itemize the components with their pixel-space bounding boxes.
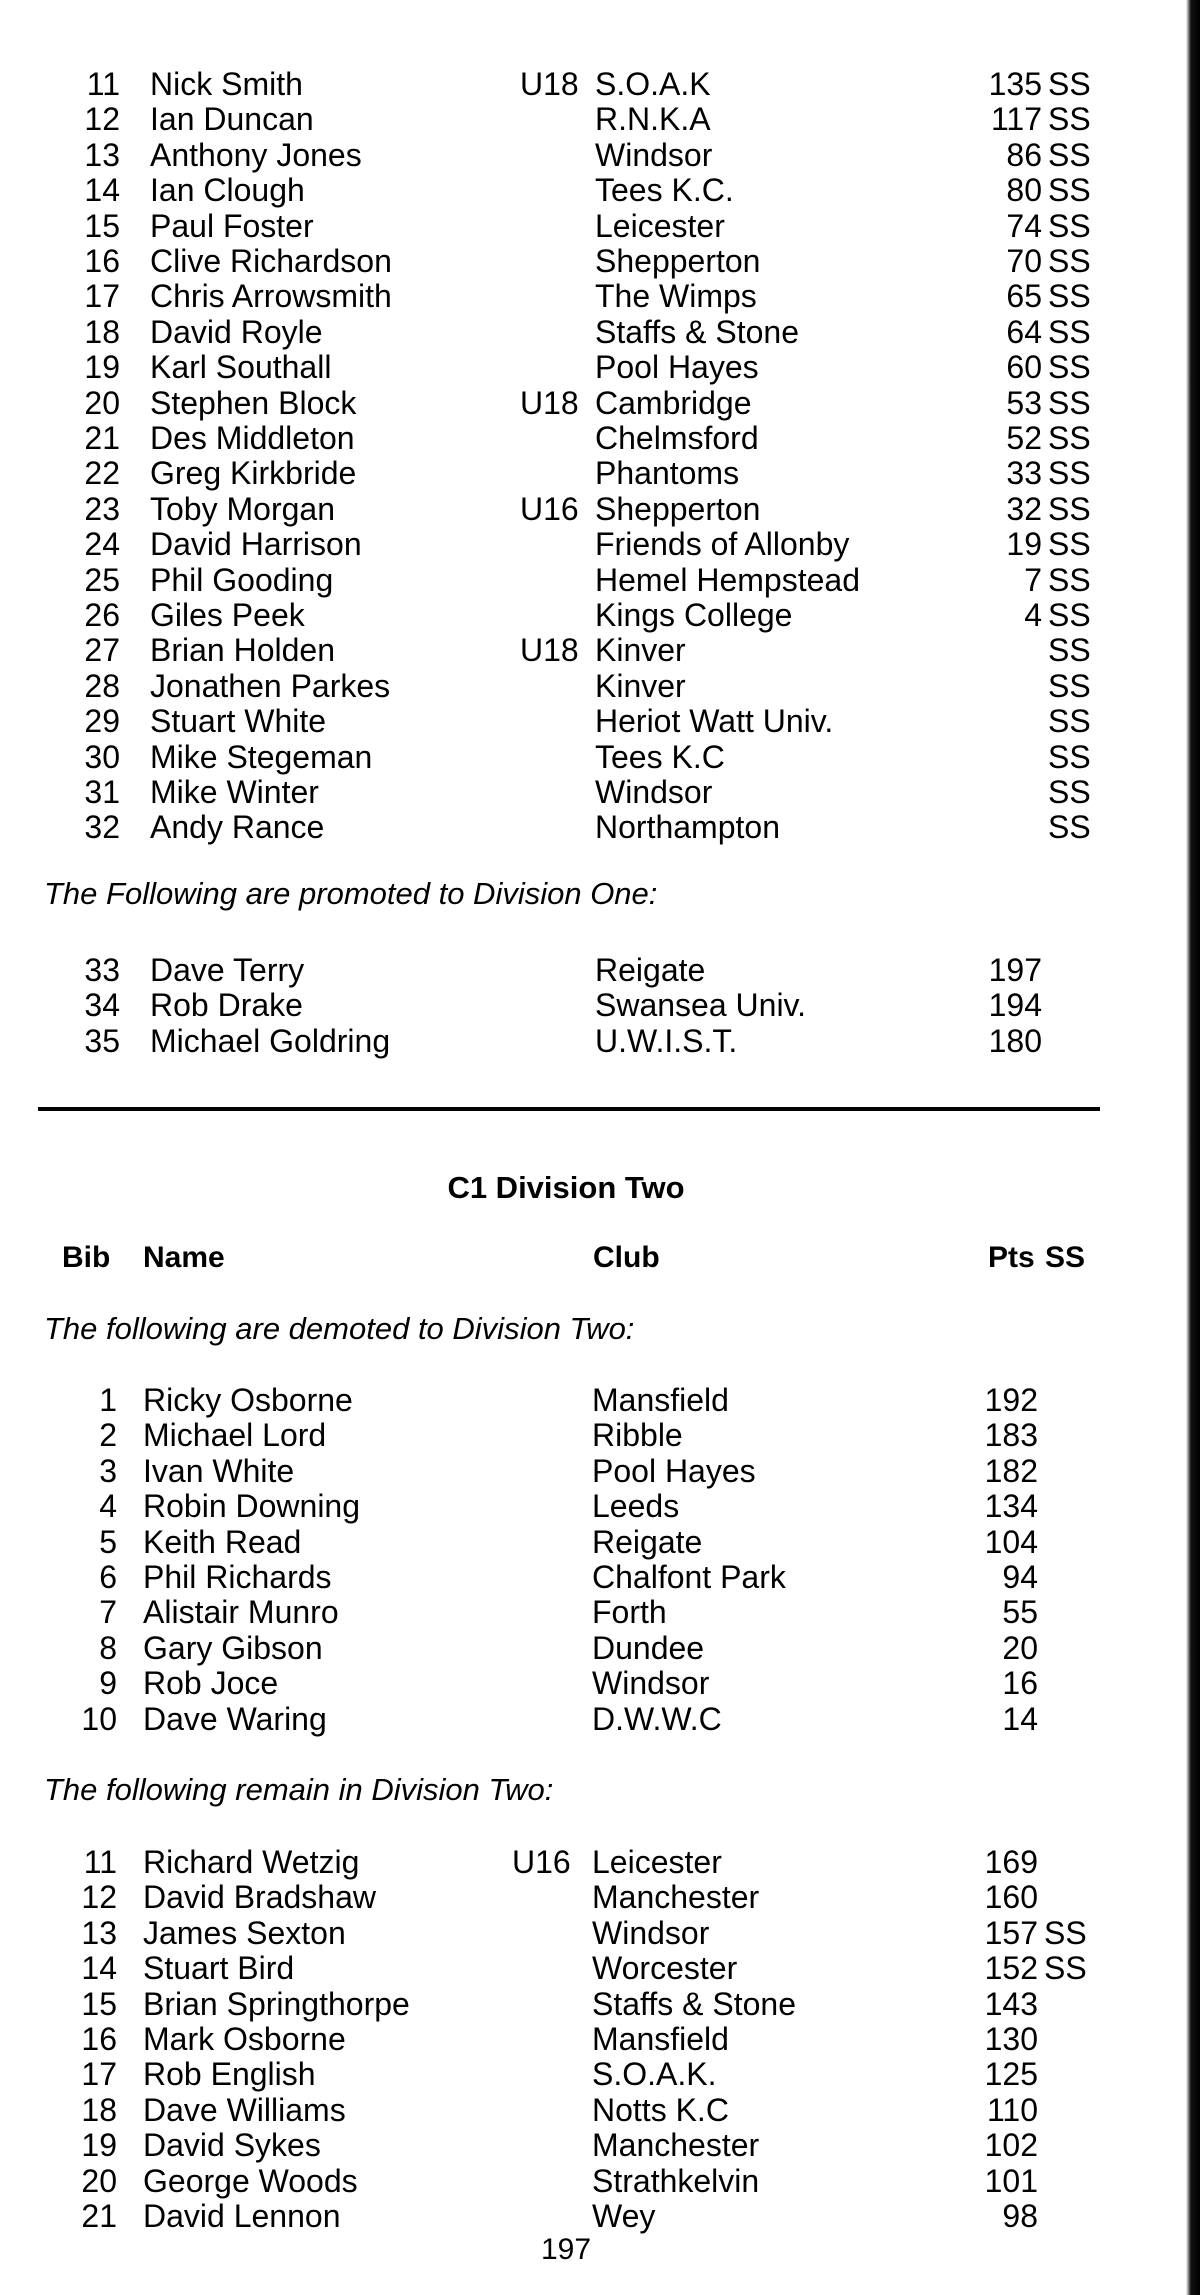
points: 134: [984, 1488, 1038, 1525]
table-row: [0, 1559, 1200, 1595]
table-row: [0, 2198, 1200, 2234]
points: 160: [984, 1879, 1038, 1916]
competitor-name: David Bradshaw: [143, 1879, 376, 1916]
competitor-name: Michael Lord: [143, 1417, 327, 1454]
bib-number: 8: [99, 1629, 117, 1666]
table-row: [0, 243, 1200, 279]
points: 70: [1006, 243, 1042, 279]
bib-number: 34: [84, 987, 120, 1024]
ss-flag: SS: [1048, 278, 1091, 315]
points: 135: [988, 66, 1042, 102]
table-row: [0, 1879, 1200, 1915]
competitor-name: Mark Osborne: [143, 2021, 346, 2057]
table-row: [0, 774, 1200, 810]
club-name: Windsor: [595, 136, 713, 173]
table-row: [0, 137, 1200, 173]
points: 130: [984, 2021, 1038, 2057]
bib-number: 24: [84, 526, 120, 563]
competitor-name: Robin Downing: [143, 1488, 361, 1525]
club-name: Reigate: [592, 1523, 703, 1560]
club-name: Leicester: [595, 207, 725, 244]
points: 104: [984, 1523, 1038, 1560]
table-row: [0, 987, 1200, 1023]
competitor-name: Mike Winter: [150, 774, 319, 810]
points: 65: [1006, 278, 1042, 315]
club-name: Friends of Allonby: [595, 526, 850, 563]
ss-flag: SS: [1048, 384, 1091, 421]
club-name: Ribble: [592, 1417, 683, 1454]
table-row: [0, 1023, 1200, 1059]
table-row: [0, 1417, 1200, 1453]
points: 86: [1006, 136, 1042, 173]
club-name: Windsor: [592, 1914, 710, 1951]
table-row: [0, 632, 1200, 668]
competitor-name: Karl Southall: [150, 349, 332, 386]
division-two-title: C1 Division Two: [447, 1170, 685, 1205]
competitor-name: Brian Holden: [150, 632, 335, 669]
competitor-name: Ivan White: [143, 1452, 295, 1489]
competitor-name: David Sykes: [143, 2127, 321, 2164]
table-row: [0, 1986, 1200, 2022]
club-name: Chelmsford: [595, 420, 759, 456]
bib-number: 19: [81, 2127, 117, 2164]
club-name: Pool Hayes: [592, 1452, 756, 1489]
competitor-name: David Royle: [150, 313, 323, 350]
bib-number: 21: [81, 2198, 117, 2234]
bib-number: 23: [84, 490, 120, 527]
ss-flag: SS: [1048, 172, 1091, 209]
bib-number: 25: [84, 561, 120, 598]
bib-number: 22: [84, 455, 120, 492]
points: 102: [984, 2127, 1038, 2164]
club-name: Swansea Univ.: [595, 987, 807, 1024]
points: 80: [1006, 172, 1042, 209]
column-headers: [0, 1240, 1200, 1276]
ss-flag: SS: [1048, 526, 1091, 563]
ss-flag: SS: [1048, 597, 1091, 633]
ss-flag: SS: [1048, 809, 1091, 846]
ss-flag: SS: [1048, 101, 1091, 138]
competitor-name: James Sexton: [143, 1914, 346, 1951]
competitor-name: George Woods: [143, 2162, 358, 2199]
age-class: U18: [520, 632, 579, 669]
club-name: D.W.W.C: [592, 1700, 722, 1737]
table-row: [0, 314, 1200, 350]
competitor-name: Giles Peek: [150, 597, 305, 633]
ss-flag: SS: [1048, 349, 1091, 386]
club-name: Dundee: [592, 1629, 705, 1666]
bib-number: 3: [99, 1452, 117, 1489]
competitor-name: Jonathen Parkes: [150, 667, 391, 704]
points: 117: [990, 101, 1042, 138]
table-row: [0, 1950, 1200, 1986]
table-row: [0, 597, 1200, 633]
table-row: [0, 208, 1200, 244]
points: 52: [1006, 420, 1042, 456]
header-name: Name: [143, 1241, 225, 1274]
points: 19: [1006, 526, 1042, 563]
table-row: [0, 420, 1200, 456]
table-row: [0, 1701, 1200, 1737]
club-name: Mansfield: [592, 1382, 729, 1418]
points: 4: [1024, 597, 1042, 633]
competitor-name: Alistair Munro: [143, 1594, 339, 1631]
competitor-name: Dave Waring: [143, 1700, 327, 1737]
points: 125: [984, 2056, 1038, 2093]
bib-number: 9: [99, 1665, 117, 1702]
age-class: U16: [520, 490, 579, 527]
club-name: Windsor: [595, 774, 713, 810]
club-name: Mansfield: [592, 2021, 729, 2057]
competitor-name: Mike Stegeman: [150, 738, 373, 775]
competitor-name: Brian Springthorpe: [143, 1985, 410, 2022]
table-row: [0, 739, 1200, 775]
club-name: S.O.A.K.: [592, 2056, 717, 2093]
table-row: [0, 2021, 1200, 2057]
table-row: [0, 2163, 1200, 2199]
bib-number: 28: [84, 667, 120, 704]
points: 20: [1002, 1629, 1038, 1666]
table-row: [0, 2056, 1200, 2092]
points: 98: [1002, 2198, 1038, 2234]
club-name: R.N.K.A: [595, 101, 711, 138]
page-number: 197: [540, 2233, 592, 2266]
table-row: [0, 1594, 1200, 1630]
bib-number: 32: [84, 809, 120, 846]
table-row: [0, 1524, 1200, 1560]
bib-number: 31: [84, 774, 120, 810]
bib-number: 16: [84, 243, 120, 279]
bib-number: 18: [81, 2091, 117, 2128]
competitor-name: Nick Smith: [150, 66, 303, 102]
competitor-name: Gary Gibson: [143, 1629, 323, 1666]
bib-number: 20: [84, 384, 120, 421]
table-row: [0, 1630, 1200, 1666]
competitor-name: Rob Joce: [143, 1665, 279, 1702]
competitor-name: Clive Richardson: [150, 243, 392, 279]
competitor-name: Phil Richards: [143, 1559, 332, 1595]
bib-number: 2: [99, 1417, 117, 1454]
competitor-name: Keith Read: [143, 1523, 302, 1560]
table-row: [0, 2092, 1200, 2128]
club-name: Heriot Watt Univ.: [595, 703, 834, 740]
points: 143: [984, 1985, 1038, 2022]
table-row: [0, 1488, 1200, 1524]
competitor-name: Toby Morgan: [150, 490, 335, 527]
ss-flag: SS: [1048, 420, 1091, 456]
club-name: Kinver: [595, 632, 686, 669]
table-row: [0, 952, 1200, 988]
bib-number: 13: [84, 136, 120, 173]
header-pts: Pts: [988, 1241, 1035, 1274]
competitor-name: Andy Rance: [150, 809, 325, 846]
club-name: Leeds: [592, 1488, 680, 1525]
table-row: [0, 101, 1200, 137]
table-row: [0, 66, 1200, 102]
points: 33: [1006, 455, 1042, 492]
ss-flag: SS: [1044, 1950, 1087, 1987]
points: 157: [984, 1914, 1038, 1951]
table-row: [0, 172, 1200, 208]
competitor-name: Des Middleton: [150, 420, 355, 456]
bib-number: 33: [84, 952, 120, 988]
ss-flag: SS: [1048, 455, 1091, 492]
table-row: [0, 668, 1200, 704]
competitor-name: David Lennon: [143, 2198, 341, 2234]
bib-number: 30: [84, 738, 120, 775]
section-divider: [38, 1107, 1100, 1111]
points: 7: [1024, 561, 1042, 598]
club-name: Worcester: [592, 1950, 738, 1987]
club-name: Phantoms: [595, 455, 740, 492]
table-row: [0, 1915, 1200, 1951]
bib-number: 27: [84, 632, 120, 669]
bib-number: 17: [84, 278, 120, 315]
bib-number: 14: [81, 1950, 117, 1987]
competitor-name: David Harrison: [150, 526, 362, 563]
ss-flag: SS: [1048, 738, 1091, 775]
points: 74: [1006, 207, 1042, 244]
club-name: Shepperton: [595, 490, 761, 527]
club-name: Pool Hayes: [595, 349, 759, 386]
club-name: Kinver: [595, 667, 686, 704]
points: 101: [984, 2162, 1038, 2199]
table-row: [0, 491, 1200, 527]
table-row: [0, 526, 1200, 562]
header-bib: Bib: [62, 1241, 111, 1274]
competitor-name: Stuart White: [150, 703, 327, 740]
points: 14: [1002, 1700, 1038, 1737]
competitor-name: Ian Duncan: [150, 101, 314, 138]
bib-number: 6: [99, 1559, 117, 1595]
ss-flag: SS: [1048, 561, 1091, 598]
bib-number: 18: [84, 313, 120, 350]
bib-number: 5: [99, 1523, 117, 1560]
points: 53: [1006, 384, 1042, 421]
club-name: Leicester: [592, 1844, 722, 1880]
competitor-name: Rob English: [143, 2056, 316, 2093]
table-row: [0, 809, 1200, 845]
club-name: Reigate: [595, 952, 706, 988]
bib-number: 11: [83, 1844, 117, 1880]
competitor-name: Paul Foster: [150, 207, 314, 244]
bib-number: 14: [84, 172, 120, 209]
ss-flag: SS: [1048, 313, 1091, 350]
ss-flag: SS: [1048, 774, 1091, 810]
age-class: U18: [520, 384, 579, 421]
bib-number: 29: [84, 703, 120, 740]
club-name: Wey: [592, 2198, 656, 2234]
bib-number: 12: [81, 1879, 117, 1916]
bib-number: 11: [86, 66, 120, 102]
table-row: [0, 1453, 1200, 1489]
points: 197: [988, 952, 1042, 988]
points: 60: [1006, 349, 1042, 386]
bib-number: 4: [99, 1488, 117, 1525]
bib-number: 1: [99, 1382, 117, 1418]
points: 180: [988, 1022, 1042, 1059]
club-name: Hemel Hempstead: [595, 561, 860, 598]
table-row: [0, 455, 1200, 491]
club-name: Manchester: [592, 2127, 760, 2164]
bib-number: 17: [81, 2056, 117, 2093]
competitor-name: Michael Goldring: [150, 1022, 391, 1059]
club-name: Forth: [592, 1594, 667, 1631]
competitor-name: Ian Clough: [150, 172, 305, 209]
club-name: Northampton: [595, 809, 780, 846]
table-row: [0, 562, 1200, 598]
points: 169: [984, 1844, 1038, 1880]
competitor-name: Dave Williams: [143, 2091, 346, 2128]
bib-number: 15: [81, 1985, 117, 2022]
club-name: Kings College: [595, 597, 793, 633]
club-name: Windsor: [592, 1665, 710, 1702]
bib-number: 19: [84, 349, 120, 386]
competitor-name: Rob Drake: [150, 987, 303, 1024]
club-name: Manchester: [592, 1879, 760, 1916]
bib-number: 20: [81, 2162, 117, 2199]
ss-flag: SS: [1048, 703, 1091, 740]
table-row: [0, 703, 1200, 739]
club-name: Notts K.C: [592, 2091, 729, 2128]
header-ss: SS: [1045, 1241, 1086, 1274]
club-name: Tees K.C: [595, 738, 725, 775]
bib-number: 26: [84, 597, 120, 633]
club-name: Tees K.C.: [595, 172, 734, 209]
table-row: [0, 349, 1200, 385]
competitor-name: Richard Wetzig: [143, 1844, 360, 1880]
club-name: Staffs & Stone: [595, 313, 799, 350]
points: 110: [986, 2091, 1038, 2128]
ss-flag: SS: [1048, 243, 1091, 279]
competitor-name: Anthony Jones: [150, 136, 362, 173]
table-row: [0, 1665, 1200, 1701]
ss-flag: SS: [1048, 136, 1091, 173]
bib-number: 7: [99, 1594, 117, 1631]
points: 16: [1002, 1665, 1038, 1702]
table-row: [0, 1844, 1200, 1880]
points: 152: [984, 1950, 1038, 1987]
age-class: U16: [512, 1844, 571, 1880]
competitor-name: Stuart Bird: [143, 1950, 295, 1987]
points: 194: [988, 987, 1042, 1024]
points: 32: [1006, 490, 1042, 527]
bib-number: 13: [81, 1914, 117, 1951]
club-name: Staffs & Stone: [592, 1985, 796, 2022]
table-row: [0, 2127, 1200, 2163]
club-name: Shepperton: [595, 243, 761, 279]
points: 64: [1006, 313, 1042, 350]
bib-number: 10: [81, 1700, 117, 1737]
bib-number: 21: [84, 420, 120, 456]
ss-flag: SS: [1048, 66, 1091, 102]
points: 183: [984, 1417, 1038, 1454]
points: 182: [984, 1452, 1038, 1489]
age-class: U18: [520, 66, 579, 102]
club-name: U.W.I.S.T.: [595, 1022, 738, 1059]
bib-number: 15: [84, 207, 120, 244]
points: 94: [1002, 1559, 1038, 1595]
ss-flag: SS: [1048, 667, 1091, 704]
club-name: The Wimps: [595, 278, 757, 315]
competitor-name: Chris Arrowsmith: [150, 278, 392, 315]
club-name: Cambridge: [595, 384, 752, 421]
points: 55: [1002, 1594, 1038, 1631]
ss-flag: SS: [1048, 207, 1091, 244]
bib-number: 16: [81, 2021, 117, 2057]
bib-number: 12: [84, 101, 120, 138]
club-name: S.O.A.K: [595, 66, 711, 102]
club-name: Strathkelvin: [592, 2162, 760, 2199]
ss-flag: SS: [1048, 632, 1091, 669]
points: 192: [984, 1382, 1038, 1418]
table-row: [0, 278, 1200, 314]
table-row: [0, 1382, 1200, 1418]
competitor-name: Ricky Osborne: [143, 1382, 353, 1418]
bib-number: 35: [84, 1022, 120, 1059]
ss-flag: SS: [1048, 490, 1091, 527]
competitor-name: Stephen Block: [150, 384, 357, 421]
club-name: Chalfont Park: [592, 1559, 786, 1595]
competitor-name: Greg Kirkbride: [150, 455, 357, 492]
competitor-name: Dave Terry: [150, 952, 305, 988]
table-row: [0, 385, 1200, 421]
header-club: Club: [593, 1241, 660, 1274]
ss-flag: SS: [1044, 1914, 1087, 1951]
competitor-name: Phil Gooding: [150, 561, 334, 598]
